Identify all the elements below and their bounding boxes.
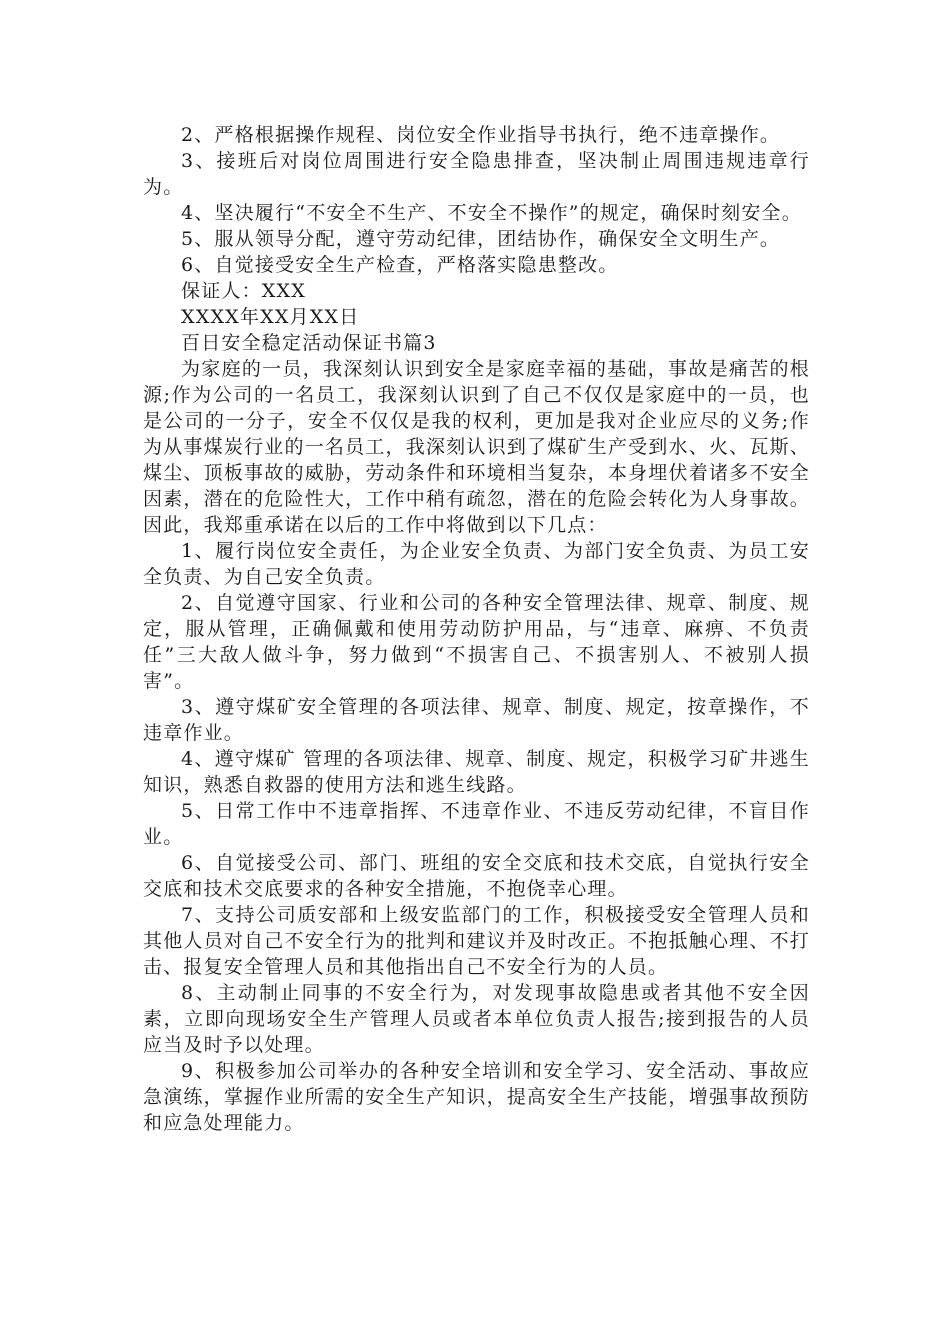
paragraph-item-3: 3、接班后对岗位周围进行安全隐患排查，坚决制止周围违规违章行为。 xyxy=(143,150,810,198)
paragraph-item-5: 5、服从领导分配，遵守劳动纪律，团结协作，确保安全文明生产。 xyxy=(181,228,781,250)
intro-paragraph: 为家庭的一员，我深刻认识到安全是家庭幸福的基础，事故是痛苦的根源;作为公司的一名员工，我深刻认识到了自己不仅仅是家庭中的一员，也是公司的一分子，安全不仅仅是我的权利，更加是我对企业应尽的义务;作为从事煤炭行业的一名员工，我深刻认识到了煤矿生产受到水、火、瓦斯、煤尘、顶板事故的威胁，劳动条件和环境相当复杂，本身埋伏着诸多不安全因素，潜在的危险性大，工作中稍有疏忽，潜在的危险会转化为人身事故。因此，我郑重承诺在以后的工作中将做到以下几点： xyxy=(143,358,810,536)
paragraph-item-6: 6、自觉接受安全生产检查，严格落实隐患整改。 xyxy=(181,254,619,276)
commitment-item-4: 4、遵守煤矿 管理的各项法律、规章、制度、规定，积极学习矿井逃生知识，熟悉自救器的使用方法和逃生线路。 xyxy=(143,748,810,796)
commitment-item-8: 8、主动制止同事的不安全行为，对发现事故隐患或者其他不安全因素，立即向现场安全生产管理人员或者本单位负责人报告;接到报告的人员应当及时予以处理。 xyxy=(143,982,810,1056)
guarantor-line: 保证人：XXX xyxy=(181,280,306,302)
commitment-item-9: 9、积极参加公司举办的各种安全培训和安全学习、安全活动、事故应急演练，掌握作业所需的安全生产知识，提高安全生产技能，增强事故预防和应急处理能力。 xyxy=(143,1060,810,1134)
commitment-item-3: 3、遵守煤矿安全管理的各项法律、规章、制度、规定，按章操作，不违章作业。 xyxy=(143,696,810,744)
commitment-item-6: 6、自觉接受公司、部门、班组的安全交底和技术交底，自觉执行安全交底和技术交底要求的各种安全措施，不抱侥幸心理。 xyxy=(143,852,810,900)
document-body xyxy=(143,122,810,1136)
paragraph-item-4: 4、坚决履行“不安全不生产、不安全不操作”的规定，确保时刻安全。 xyxy=(181,202,802,224)
section-title: 百日安全稳定活动保证书篇3 xyxy=(181,332,437,354)
date-line: XXXX年XX月XX日 xyxy=(181,306,360,328)
paragraph-item-2: 2、严格根据操作规程、岗位安全作业指导书执行，绝不违章操作。 xyxy=(181,124,781,146)
commitment-item-5: 5、日常工作中不违章指挥、不违章作业、不违反劳动纪律，不盲目作业。 xyxy=(143,800,810,848)
commitment-item-2: 2、自觉遵守国家、行业和公司的各种安全管理法律、规章、制度、规定，服从管理，正确佩戴和使用劳动防护用品，与“违章、麻痹、不负责任”三大敌人做斗争，努力做到“不损害自己、不损害别人、不被别人损害”。 xyxy=(143,592,810,692)
commitment-item-7: 7、支持公司质安部和上级安监部门的工作，积极接受安全管理人员和其他人员对自己不安全行为的批判和建议并及时改正。不抱抵触心理、不打击、报复安全管理人员和其他指出自己不安全行为的人员。 xyxy=(143,904,810,978)
commitment-item-1: 1、履行岗位安全责任，为企业安全负责、为部门安全负责、为员工安全负责、为自己安全负责。 xyxy=(143,540,810,588)
